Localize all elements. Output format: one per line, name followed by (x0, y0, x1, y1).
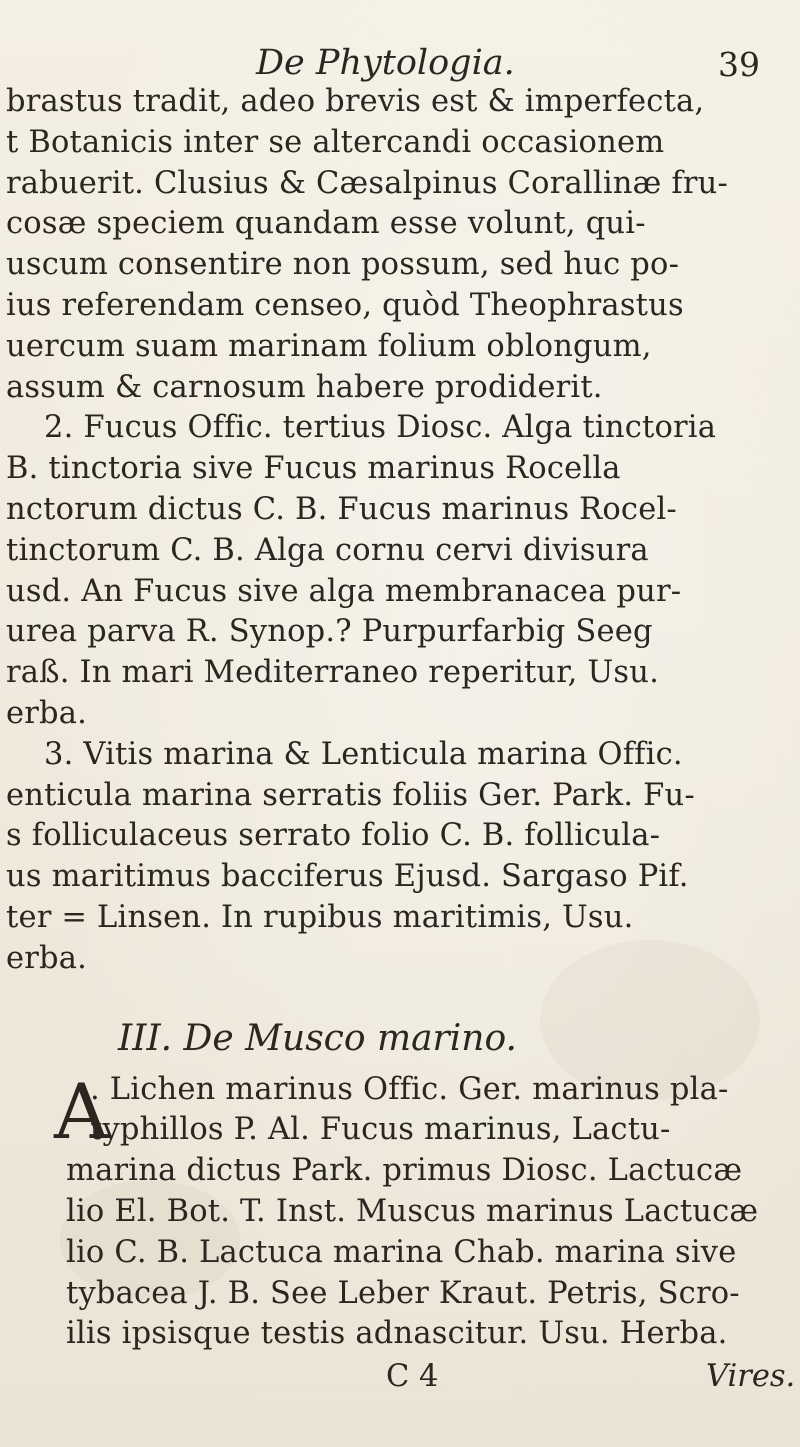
text-line: marina dictus Park. primus Diosc. Lactucæ (66, 1153, 743, 1189)
page-number: 39 (718, 45, 760, 84)
text-line: brastus tradit, adeo brevis est & imperfecta, (6, 84, 705, 119)
text-line: B. tinctoria sive Fucus marinus Rocella (6, 451, 621, 487)
drop-cap: A (54, 1066, 109, 1156)
text-line: 2. Fucus Offic. tertius Diosc. Alga tinctoria (44, 410, 717, 446)
page-footer (6, 1355, 796, 1399)
text-line: uscum consentire non possum, sed huc po- (6, 247, 680, 283)
text-line: . Lichen marinus Offic. Ger. marinus pla- (90, 1071, 729, 1107)
text-line: ilis ipsisque testis adnascitur. Usu. Herba. (66, 1316, 728, 1352)
text-line: rabuerit. Clusius & Cæsalpinus Corallinæ fru- (6, 165, 728, 201)
text-line: nctorum dictus C. B. Fucus marinus Rocel- (6, 491, 677, 527)
text-line: cosæ speciem quandam esse volunt, qui- (6, 206, 646, 242)
text-line: tybacea J. B. See Leber Kraut. Petris, Scro- (66, 1275, 740, 1311)
text-line: lio El. Bot. T. Inst. Muscus marinus Lactucæ (66, 1193, 759, 1229)
text-line: assum & carnosum habere prodiderit. (6, 369, 603, 405)
text-line: ter = Linsen. In rupibus maritimis, Usu. (6, 899, 634, 935)
text-line: uercum suam marinam folium oblongum, (6, 328, 652, 364)
text-line: lio C. B. Lactuca marina Chab. marina sive (66, 1234, 737, 1270)
text-line: s folliculaceus serrato folio C. B. follicula- (6, 818, 661, 854)
text-line: raß. In mari Mediterraneo reperitur, Usu. (6, 655, 659, 691)
page-body (6, 82, 796, 1399)
lichen-paragraph (6, 1066, 796, 1356)
text-line: tinctorum C. B. Alga cornu cervi divisura (6, 532, 649, 568)
catchword: Vires. (706, 1359, 796, 1395)
section-gap (6, 980, 796, 1008)
text-line: urea parva R. Synop.? Purpurfarbig Seeg (6, 614, 653, 650)
text-line: erba. (6, 940, 88, 976)
text-line: typhillos P. Al. Fucus marinus, Lactu- (90, 1112, 671, 1148)
text-line: us maritimus bacciferus Ejusd. Sargaso Pif. (6, 859, 689, 895)
running-title: De Phytologia. (256, 43, 515, 83)
text-line: usd. An Fucus sive alga membranacea pur- (6, 573, 682, 609)
signature-mark: C 4 (386, 1359, 439, 1395)
text-line: t Botanicis inter se altercandi occasionem (6, 124, 665, 160)
text-line: 3. Vitis marina & Lenticula marina Offic. (44, 736, 683, 772)
text-line: ius referendam censeo, quòd Theophrastus (6, 287, 684, 323)
section-heading: III. De Musco marino. (118, 1017, 517, 1059)
text-line: enticula marina serratis foliis Ger. Park. Fu- (6, 777, 695, 813)
text-line: erba. (6, 695, 88, 731)
